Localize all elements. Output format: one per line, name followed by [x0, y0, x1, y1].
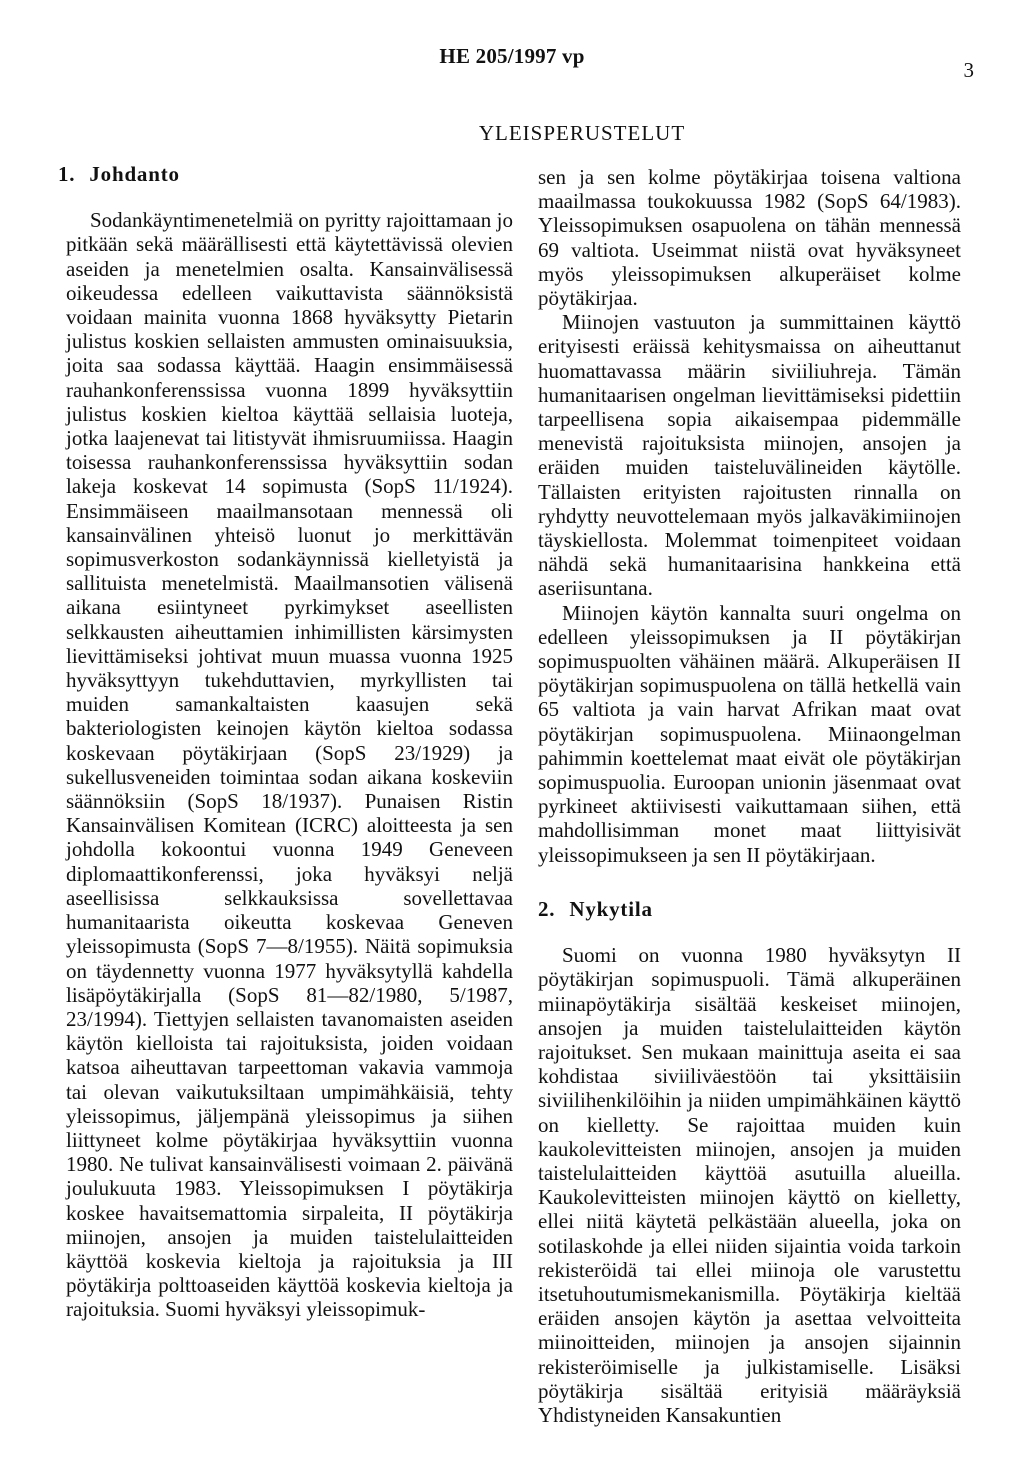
- section-title: Nykytila: [569, 896, 653, 921]
- section-heading-nykytila: [538, 897, 961, 921]
- section-title: Johdanto: [89, 162, 180, 186]
- section-number: 2.: [538, 896, 556, 921]
- section-heading-johdanto: [58, 162, 513, 186]
- right-column: [538, 165, 961, 1427]
- paragraph-johdanto-2: [538, 310, 961, 600]
- paragraph-johdanto-1: [66, 208, 513, 1321]
- paragraph-text: Suomi on vuonna 1980 hyväksytyn II pöytäkirjan sopimuspuoli. Tämä alkuperäinen miinapöytäkirja sisältää keskeiset miinojen, ansojen ja muiden taistelulaitteiden käytön rajoitukset. Sen mukaan mainittuja aseita ei saa kohdistaa siviiliväestöön tai yksittäisiin siviilihenkilöihin ja niiden umpimähkäinen käyttö on kielletty. Se rajoittaa muiden kuin kaukolevitteisten miinojen, ansojen ja muiden taistelulaitteiden käyttöä asutuilla alueilla. Kaukolevitteisten miinojen käyttö on kielletty, ellei niitä käytetä pelkästään alueella, joka on sotilaskohde ja ellei niiden sijaintia voida tarkoin rekisteröidä tai ellei miinoja ole varustettu itsetuhoutumismekanismilla. Pöytäkirja kieltää eräiden ansojen käytön ja asettaa velvoitteita miinoitteiden, miinojen ja ansojen sijainnin rekisteröimiselle ja julkistamiselle. Lisäksi pöytäkirja sisältää erityisiä määräyksiä Yhdistyneiden Kansakuntien: [538, 943, 961, 1427]
- section-number: 1.: [58, 162, 76, 186]
- paragraph-text: Miinojen vastuuton ja summittainen käyttö erityisesti eräissä kehitysmaissa on aiheuttanut huomattavassa määrin siviiliuhreja. Tämän humanitaarisen ongelman lievittämiseksi pidettiin tarpeellisena sopia aikaisempaa pidemmälle menevistä rajoituksista miinojen, ansojen ja eräiden muiden taisteluvälineiden käytölle. Tällaisten erityisten rajoitusten rinnalla on ryhdytty neuvottelemaan myös jalkaväkimiinojen täyskiellosta. Molemmat toimenpiteet voidaan nähdä sekä humanitaarisina hankkeina että aseriisuntana.: [538, 310, 961, 601]
- paragraph-johdanto-3: [538, 601, 961, 867]
- paragraph-text: Sodankäyntimenetelmiä on pyritty rajoittamaan jo pitkään sekä määrällisesti että käytettävissä olevien aseiden ja menetelmien osalta. Kansainvälisessä oikeudessa edelleen vaikuttavista säännöksistä voidaan mainita vuonna 1868 hyväksytty Pietarin julistus koskien sellaisten ammusten ominaisuuksia, joita saa sodassa käyttää. Haagin ensimmäisessä rauhankonferenssissa vuonna 1899 hyväksyttiin julistus koskien kieltoa käyttää sellaisia luoteja, jotka laajenevat tai litistyvät ihmisruumiissa. Haagin toisessa rauhankonferenssissa hyväksyttiin sodan lakeja koskevat 14 sopimusta (SopS 11/1924). Ensimmäiseen maailmansotaan mennessä oli kansainvälinen yhteisö luonut jo merkittävän sopimusverkoston sodankäynnissä kielletyistä ja sallituista menetelmistä. Maailmansotien välisenä aikana esiintyneet pyrkimykset aseellisten selkkausten aiheuttamien inhimillisten kärsimysten lievittämiseksi johtivat muun muassa vuonna 1925 hyväksyttyyn tukehduttavien, myrkyllisten tai muiden samankaltaisten kaasujen sekä bakteriologisten keinojen käytön kieltoa sodassa koskevaan pöytäkirjaan (SopS 23/1929) ja sukellusveneiden toimintaa sodan aikana koskeviin säännöksiin (SopS 18/1937). Punaisen Ristin Kansainvälisen Komitean (ICRC) aloitteesta ja sen johdolla kokoontui vuonna 1949 Geneveen diplomaattikonferenssi, joka hyväksyi neljä aseellisissa selkkauksissa sovellettavaa humanitaarista oikeutta koskevaa Geneven yleissopimusta (SopS 7—8/1955). Näitä sopimuksia on täydennetty vuonna 1977 hyväksytyllä kahdella lisäpöytäkirjalla (SopS 81—82/1980, 5/1987, 23/1994). Tiettyjen sellaisten tavanomaisten aseiden käytön kielloista tai rajoituksista, joiden voidaan katsoa aiheuttavan tarpeettoman vakavia vammoja tai olevan vaikutuksiltaan umpimähkäisiä, tehty yleissopimus, jäljempänä yleissopimus ja siihen liittyneet kolme pöytäkirjaa hyväksyttiin vuonna 1980. Ne tulivat kansainvälisesti voimaan 2. päivänä joulukuuta 1983. Yleissopimuksen I pöytäkirja koskee havaitsemattomia sirpaleita, II pöytäkirja miinojen, ansojen ja muiden taistelulaitteiden käyttöä koskevia kieltoja ja rajoituksia ja III pöytäkirja polttoaseiden käyttöä koskevia kieltoja ja rajoituksia. Suomi hyväksyi yleissopimuk-: [66, 208, 513, 1322]
- paragraph-text: Miinojen käytön kannalta suuri ongelma on edelleen yleissopimuksen ja II pöytäkirjan sopimuspuolten vähäinen määrä. Alkuperäisen II pöytäkirjan sopimuspuolena on tällä hetkellä vain 65 valtiota ja vain harvat Afrikan maat ovat pöytäkirjan sopimuspuolena. Miinaongelman pahimmin koettelemat maat eivät ole pöytäkirjan sopimuspuolia. Euroopan unionin jäsenmaat ovat pyrkineet aktiivisesti vaikuttamaan siihen, että mahdollisimman monet maat liittyisivät yleissopimukseen ja sen II pöytäkirjaan.: [538, 600, 961, 867]
- document-id: HE 205/1997 vp: [439, 44, 585, 68]
- main-heading: YLEISPERUSTELUT: [478, 121, 686, 145]
- left-column: [58, 162, 513, 1322]
- paragraph-nykytila-1: [538, 943, 961, 1427]
- paragraph-johdanto-1-continued: sen ja sen kolme pöytäkirjaa toisena valtiona maailmassa toukokuussa 1982 (SopS 64/1983). Yleissopimuksen osapuolena on tähän mennessä 69 valtiota. Useimmat niistä ovat hyväksyneet myös yleissopimuksen alkuperäiset kolme pöytäkirjaa.: [538, 165, 961, 311]
- page-number: 3: [963, 58, 974, 82]
